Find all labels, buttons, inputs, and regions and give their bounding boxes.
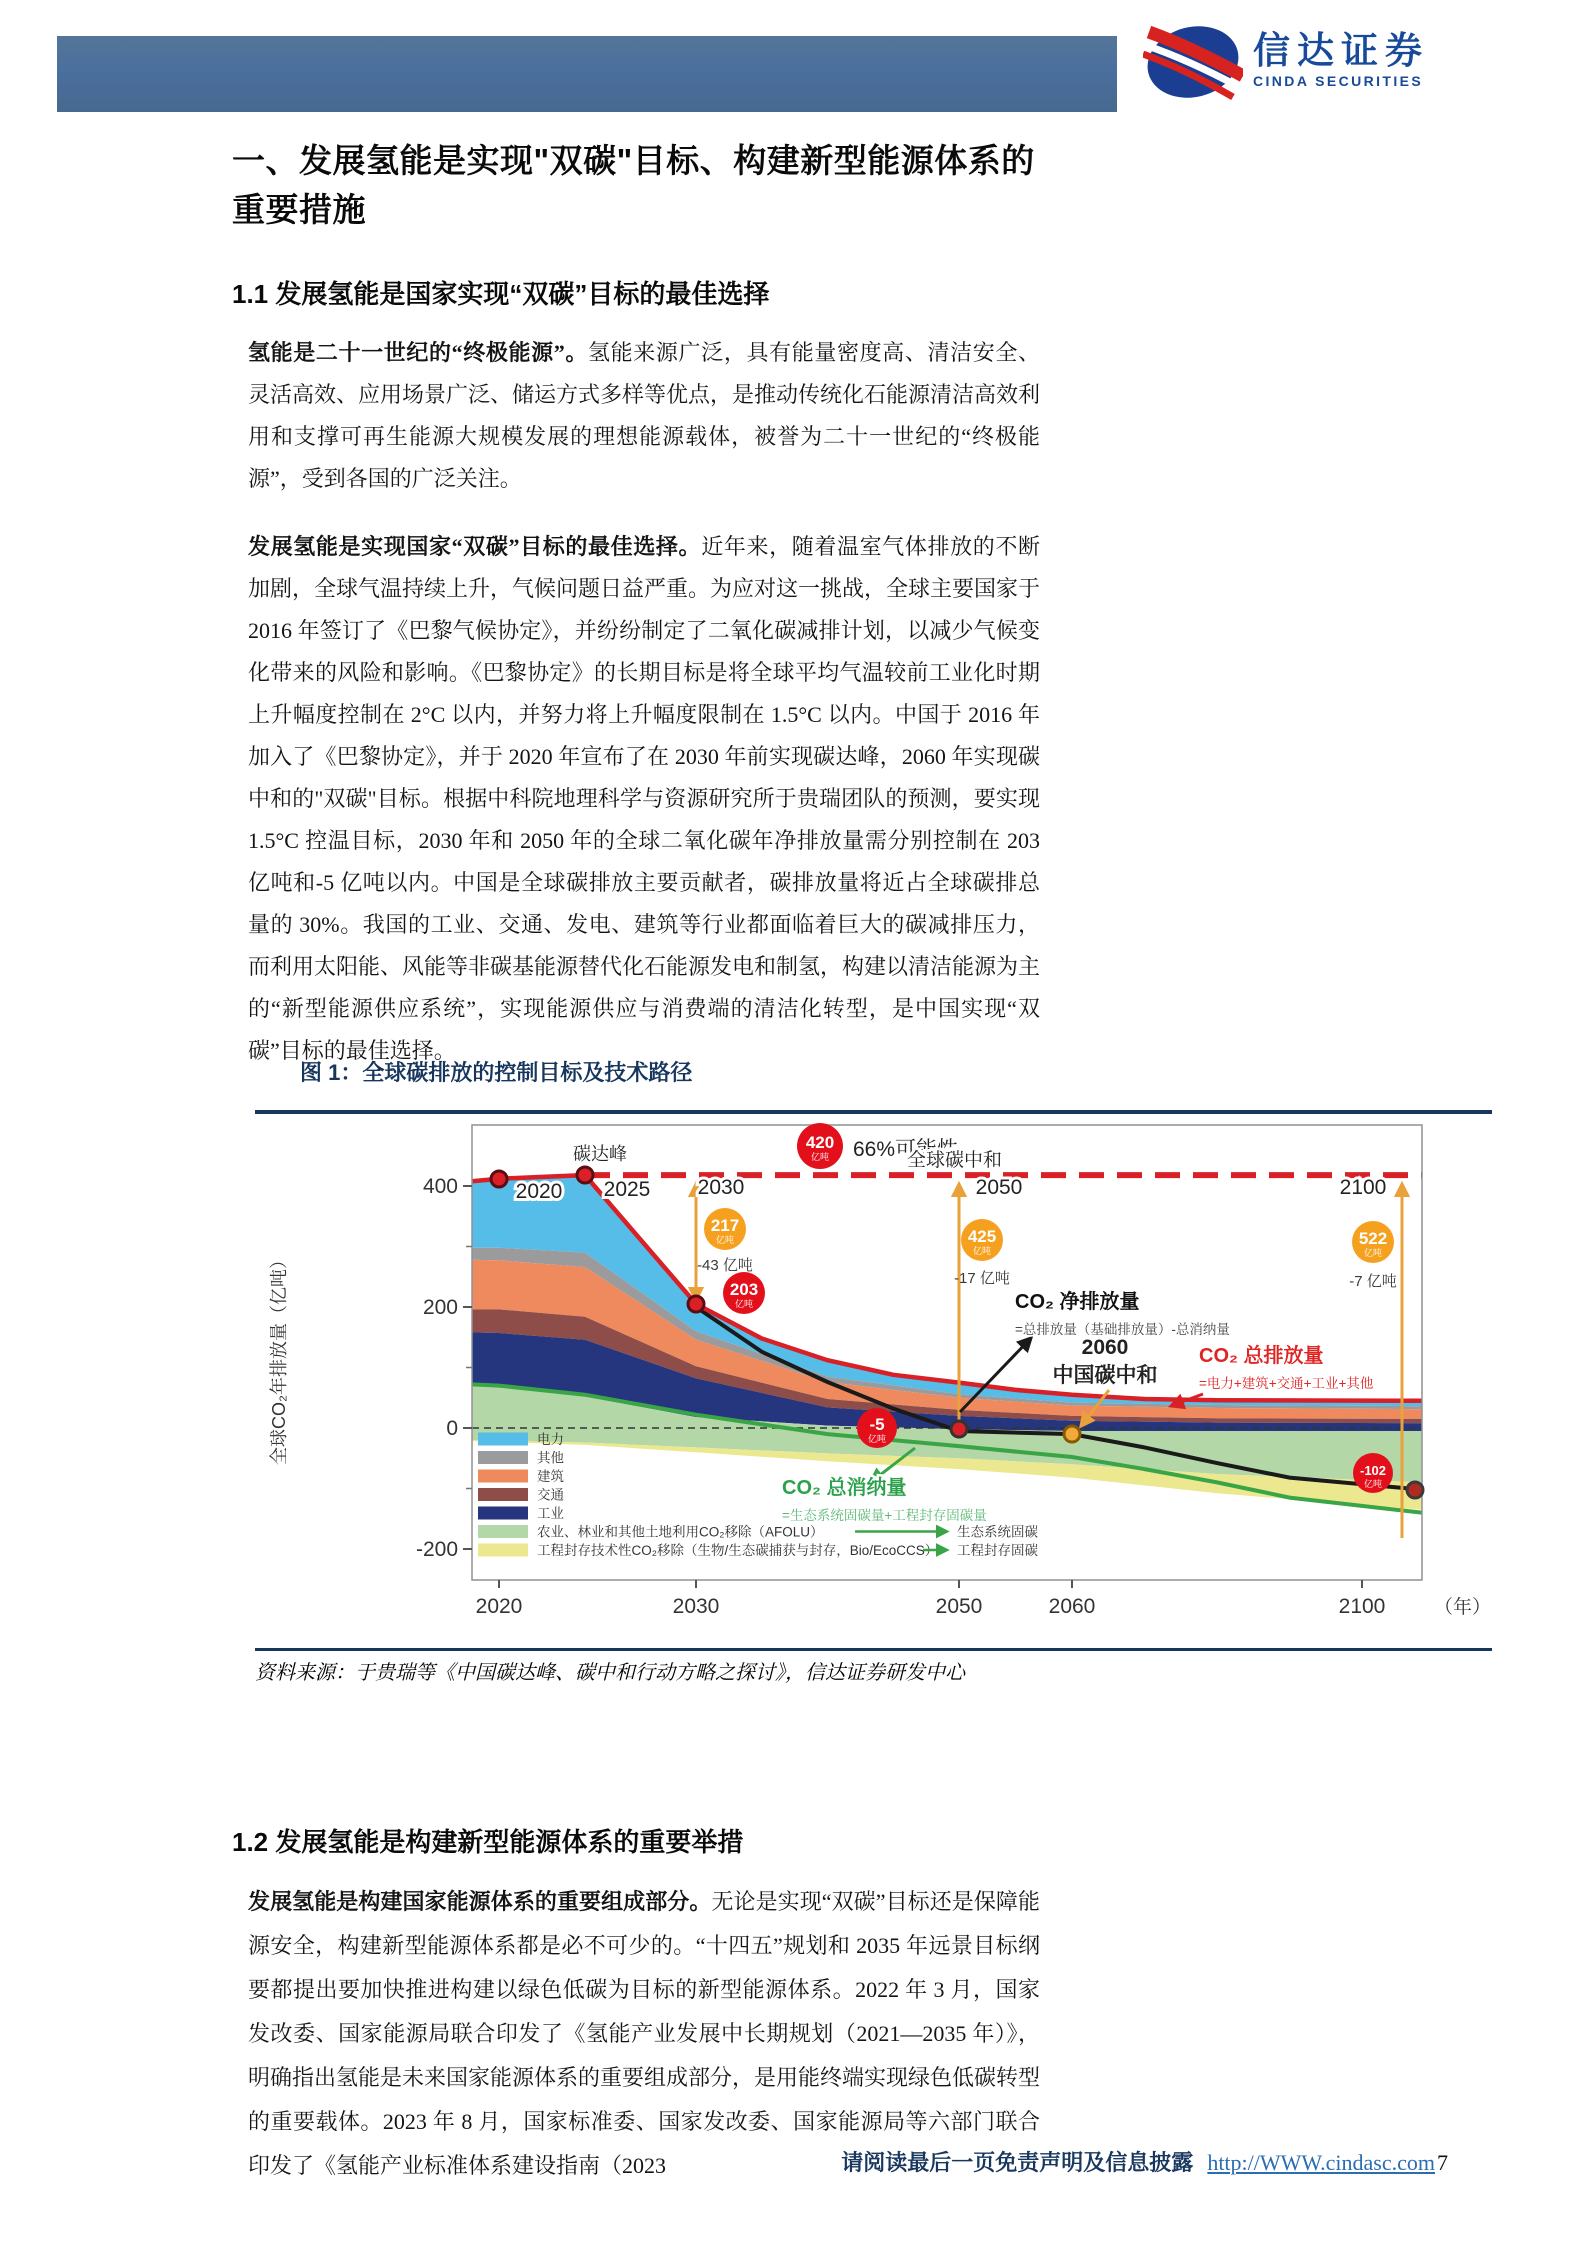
badge-value: -102: [1359, 1463, 1387, 1478]
brand-name-cn: 信达证券: [1253, 30, 1429, 71]
value-badge: [1353, 1453, 1393, 1493]
badge-unit: 亿吨: [867, 1434, 887, 1444]
legend-label: 其他: [537, 1450, 564, 1466]
carbon-emissions-chart: [255, 1108, 1492, 1650]
chart-label: 碳达峰: [573, 1144, 627, 1164]
y-axis-title: 全球CO₂年排放量（亿吨）: [269, 1251, 289, 1465]
chart-label: 2025: [603, 1178, 651, 1201]
brand-name-en: CINDA SECURITIES: [1253, 73, 1424, 89]
annotation-formula: =总排放量（基础排放量）-总消纳量: [1015, 1322, 1230, 1337]
y-tick-label: 400: [422, 1175, 458, 1198]
legend-label: 电力: [537, 1432, 564, 1447]
legend-label: 工程封存技术性CO₂移除（生物/生态碳捕获与封存，Bio/EcoCCS）: [537, 1543, 939, 1558]
chart-label: 2050: [975, 1176, 1023, 1199]
milestone-dot: [1407, 1482, 1423, 1498]
cinda-logo-mark: [1143, 18, 1243, 102]
annotation-title: CO₂ 总排放量: [1199, 1345, 1324, 1367]
milestone-dot: [577, 1167, 593, 1183]
legend-swatch: [478, 1544, 528, 1557]
figure-source: 资料来源：于贵瑞等《中国碳达峰、碳中和行动方略之探讨》，信达证券研发中心: [255, 1662, 965, 1684]
y-tick-label: 200: [422, 1296, 458, 1319]
y-tick-label: -200: [415, 1538, 458, 1561]
badge-value: 420: [805, 1133, 835, 1152]
chart-label: 2030: [697, 1176, 745, 1199]
figure-1-title: 图 1：全球碳排放的控制目标及技术路径: [300, 1060, 693, 1085]
section-1-title: 一、发展氢能是实现"双碳"目标、构建新型能源体系的重要措施: [232, 142, 1035, 228]
y-tick-label: 0: [446, 1417, 458, 1440]
cinda-logo-text: [1253, 32, 1429, 88]
chart-label: 中国碳中和: [1052, 1364, 1158, 1387]
disclaimer-text: 请阅读最后一页免责声明及信息披露: [841, 2150, 1194, 2175]
x-tick-label: 2050: [935, 1595, 983, 1618]
section-1-1-title: 1.1 发展氢能是国家实现“双碳”目标的最佳选择: [232, 279, 770, 309]
milestone-dot: [1064, 1426, 1080, 1442]
legend-swatch: [478, 1525, 528, 1538]
chart-label: 全球碳中和: [907, 1150, 1003, 1171]
value-badge: [857, 1408, 897, 1448]
badge-value: 425: [967, 1227, 997, 1246]
stacked-areas: [472, 1175, 1422, 1510]
badge-value: -5: [869, 1415, 885, 1434]
chart-label: 2020: [515, 1180, 563, 1203]
legend-label: 农业、林业和其他土地利用CO₂移除（AFOLU）: [537, 1524, 824, 1540]
page-footer: [841, 2146, 1448, 2177]
legend-swatch: [478, 1433, 528, 1446]
milestone-dot: [491, 1171, 507, 1187]
value-badge: [704, 1208, 746, 1250]
badge-value: 203: [729, 1280, 759, 1299]
x-tick-label: 2030: [672, 1595, 720, 1618]
paragraph-2: [248, 526, 1040, 1072]
milestone-dot: [688, 1296, 704, 1312]
legend-target-label: 生态系统固碳: [957, 1524, 1038, 1540]
legend-label: 交通: [537, 1487, 564, 1503]
legend-label: 工业: [537, 1506, 564, 1521]
annotation-formula: =生态系统固碳量+工程封存固碳量: [782, 1508, 987, 1523]
chart-label: 66%可能性: [853, 1138, 959, 1161]
chart-label: 2100: [1339, 1176, 1387, 1199]
annotation-title: CO₂ 总消纳量: [782, 1477, 907, 1499]
legend-label: 建筑: [537, 1469, 564, 1484]
badge-unit: 亿吨: [1363, 1248, 1383, 1258]
paragraph-3-lead: 发展氢能是构建国家能源体系的重要组成部分。: [248, 1889, 712, 1914]
page-number: 7: [1437, 2150, 1448, 2175]
figure-bottom-rule: [255, 1648, 1492, 1651]
x-tick-label: 2020: [475, 1595, 523, 1618]
figure-1-chart: [255, 1108, 1492, 1650]
paragraph-2-rest: 近年来，随着温室气体排放的不断加剧，全球气温持续上升，气候问题日益严重。为应对这一挑战，全球主要国家于 2016 年签订了《巴黎气候协定》，并纷纷制定了二氧化碳减排计划，以减少气候变化带来的风险和影响。《巴黎协定》的长期目标是将全球平均气温较前工业化时期上升幅度控制在 2°C 以内，并努力将上升幅度限制在 1.5°C 以内。中国于 2016 年加入了《巴黎协定》，并于 2020 年宣布了在 2030 年前实现碳达峰，2060 年实现碳中和的"双碳"目标。根据中科院地理科学与资源研究所于贵瑞团队的预测，要实现 1.5°C 控温目标，2030 年和 2050 年的全球二氧化碳年净排放量需分别控制在 203 亿吨和-5 亿吨以内。中国是全球碳排放主要贡献者，碳排放量将近占全球碳排总量的 30%。我国的工业、交通、发电、建筑等行业都面临着巨大的碳减排压力，而利用太阳能、风能等非碳基能源替代化石能源发电和制氢，构建以清洁能源为主的“新型能源供应系统”，实现能源供应与消费端的清洁化转型，是中国实现“双碳”目标的最佳选择。: [248, 534, 1041, 1063]
paragraph-1: [248, 332, 1040, 500]
annotation-title: CO₂ 净排放量: [1015, 1291, 1140, 1313]
value-badge: [1352, 1221, 1394, 1263]
milestone-dot: [951, 1421, 967, 1437]
cinda-logo: [1143, 14, 1493, 106]
section-1-2-title: 1.2 发展氢能是构建新型能源体系的重要举措: [232, 1827, 744, 1857]
delta-note: -7 亿吨: [1349, 1273, 1397, 1290]
x-tick-label: 2100: [1338, 1595, 1386, 1618]
delta-note: -17 亿吨: [954, 1270, 1010, 1287]
badge-unit: 亿吨: [715, 1235, 735, 1245]
delta-note: -43 亿吨: [697, 1257, 753, 1274]
value-badge: [961, 1219, 1003, 1261]
annotation-formula: =电力+建筑+交通+工业+其他: [1199, 1376, 1374, 1391]
paragraph-1-rest: 氢能来源广泛，具有能量密度高、清洁安全、灵活高效、应用场景广泛、储运方式多样等优点，是推动传统化石能源清洁高效利用和支撑可再生能源大规模发展的理想能源载体，被誉为二十一世纪的“终极能源”，受到各国的广泛关注。: [248, 340, 1041, 491]
badge-unit: 亿吨: [810, 1152, 830, 1162]
chart-label: 2060: [1081, 1336, 1129, 1359]
badge-unit: 亿吨: [972, 1246, 992, 1256]
badge-value: 217: [710, 1216, 740, 1235]
badge-value: 522: [1358, 1229, 1388, 1248]
legend-swatch: [478, 1488, 528, 1501]
value-badge: [723, 1272, 765, 1314]
header-bar: [57, 36, 1117, 112]
paragraph-1-lead: 氢能是二十一世纪的“终极能源”。: [248, 340, 589, 365]
legend-swatch: [478, 1507, 528, 1520]
legend-swatch: [478, 1451, 528, 1464]
legend-swatch: [478, 1470, 528, 1483]
badge-unit: 亿吨: [734, 1299, 754, 1309]
x-tick-label: 2060: [1048, 1595, 1096, 1618]
legend-target-label: 工程封存固碳: [957, 1543, 1038, 1558]
badge-unit: 亿吨: [1363, 1479, 1383, 1489]
paragraph-2-lead: 发展氢能是实现国家“双碳”目标的最佳选择。: [248, 534, 702, 559]
value-badge: [797, 1123, 843, 1169]
company-url-link[interactable]: http://WWW.cindasc.com: [1207, 2150, 1435, 2175]
x-axis-unit: （年）: [1434, 1597, 1492, 1618]
paragraph-3-rest: 无论是实现“双碳”目标还是保障能源安全，构建新型能源体系都是必不可少的。“十四五”规划和 2035 年远景目标纲要都提出要加快推进构建以绿色低碳为目标的新型能源体系。2022 年 3 月，国家发改委、国家能源局联合印发了《氢能产业发展中长期规划（2021—2035 年）》，明确指出氢能是未来国家能源体系的重要组成部分，是用能终端实现绿色低碳转型的重要载体。2023 年 8 月，国家标准委、国家发改委、国家能源局等六部门联合印发了《氢能产业标准体系建设指南（2023: [248, 1889, 1041, 2178]
paragraph-3: [248, 1880, 1040, 2188]
